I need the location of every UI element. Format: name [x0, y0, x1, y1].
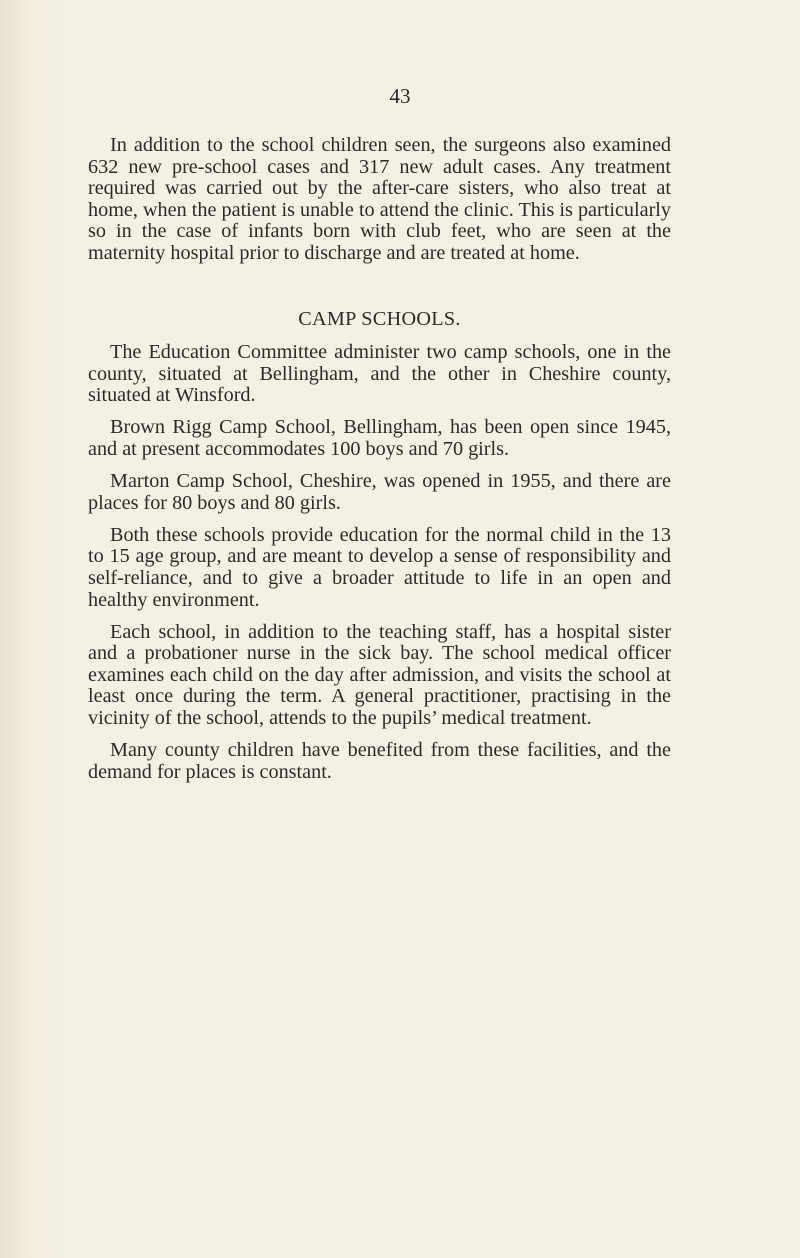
paragraph-education-purpose: Both these schools provide education for the normal child in the 13 to 15 age group, and are meant to develop a sense of responsibility and self-reliance, and to give a broader attitude to life in an open and healthy environment.: [88, 523, 671, 611]
page-body: [88, 135, 671, 794]
paragraph-camp-schools-overview: The Education Committee administer two camp schools, one in the county, situated at Bellingham, and the other in Cheshire county, situated at Winsford.: [88, 341, 671, 407]
intro-paragraph: In addition to the school children seen, the surgeons also examined 632 new pre-school cases and 317 new adult cases. Any treatment required was carried out by the after-care sisters, who also treat at home, when the patient is unable to attend the clinic. This is particularly so in the case of infants born with club feet, who are seen at the maternity hospital prior to discharge and are treated at home.: [88, 134, 671, 264]
paragraph-demand: Many county children have benefited from these facilities, and the demand for places is constant.: [88, 739, 671, 783]
section-heading-camp-schools: CAMP SCHOOLS.: [298, 307, 461, 330]
paragraph-marton: Marton Camp School, Cheshire, was opened in 1955, and there are places for 80 boys and 80 girls.: [88, 470, 671, 514]
paragraph-brown-rigg: Brown Rigg Camp School, Bellingham, has been open since 1945, and at present accommodates 100 boys and 70 girls.: [88, 416, 671, 461]
paragraph-medical-staff: Each school, in addition to the teaching staff, has a hospital sister and a probationer nurse in the sick bay. The school medical officer examines each child on the day after admission, and visits the school at least once during the term. A general practitioner, practising in the vicinity of the school, attends to the pupils’ medical treatment.: [88, 620, 671, 730]
page-number: 43: [389, 84, 411, 108]
